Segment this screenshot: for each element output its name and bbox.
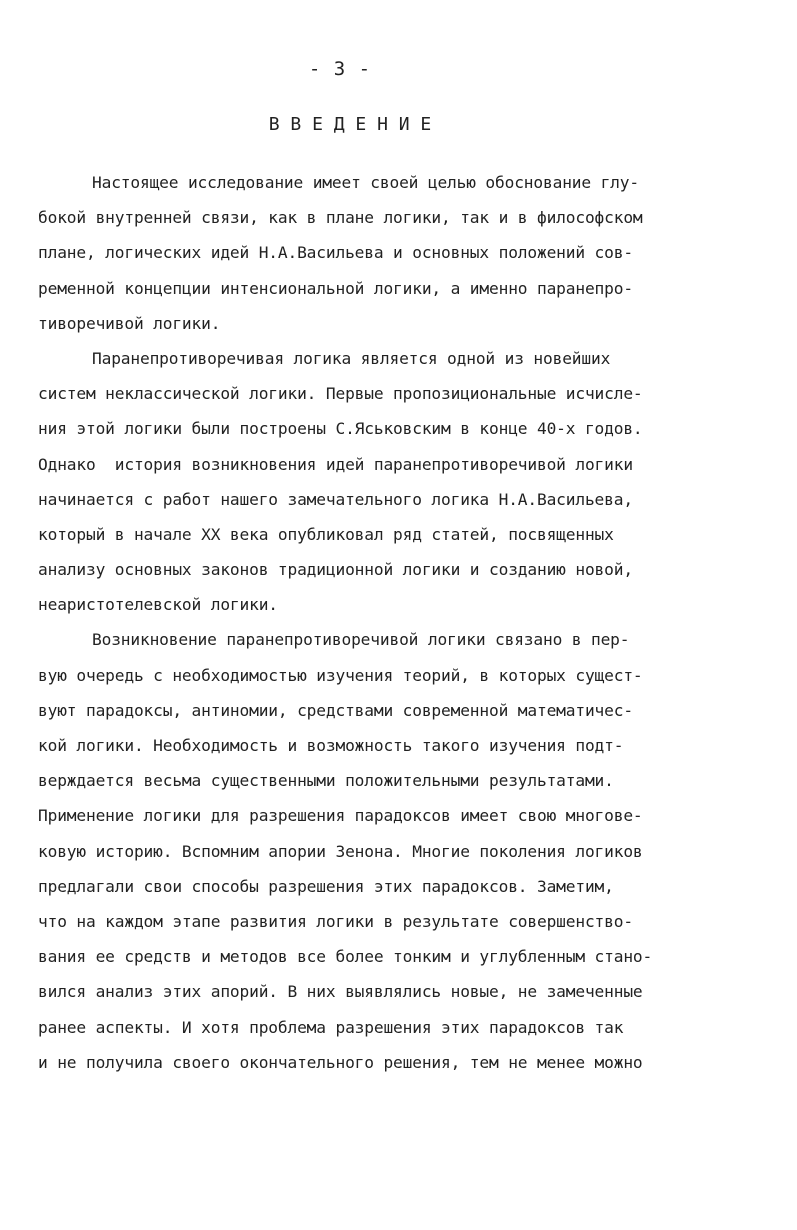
body-text [38, 165, 738, 1080]
text-line: тиворечивой логики. [38, 313, 221, 333]
section-heading: В В Е Д Е Н И Е [268, 114, 432, 135]
text-line: бокой внутренней связи, как в плане логики, так и в философском [38, 208, 643, 228]
text-line: плане, логических идей Н.А.Васильева и основных положений сов- [38, 243, 633, 263]
text-line: систем неклассической логики. Первые пропозициональные исчисле- [38, 384, 643, 404]
text-line: ния этой логики были построены С.Яськовским в конце 40-х годов. [38, 419, 643, 439]
text-line: Применение логики для разрешения парадоксов имеет свою многове- [38, 806, 643, 826]
paragraph-2 [38, 341, 738, 623]
text-line: и не получила своего окончательного решения, тем не менее можно [38, 1052, 643, 1072]
text-line: неаристотелевской логики. [38, 595, 278, 615]
text-line: анализу основных законов традиционной логики и созданию новой, [38, 560, 633, 580]
text-line: вую очередь с необходимостью изучения теорий, в которых сущест- [38, 665, 643, 685]
text-line: начинается с работ нашего замечательного логика Н.А.Васильева, [38, 489, 633, 509]
text-line: верждается весьма существенными положительными результатами. [38, 771, 614, 791]
text-line: кой логики. Необходимость и возможность такого изучения подт- [38, 736, 624, 755]
text-line: который в начале XX века опубликовал ряд статей, посвященных [38, 524, 614, 544]
text-line: Настоящее исследование имеет своей целью обоснование глу- [92, 173, 639, 192]
text-line: Паранепротиворечивая логика является одной из новейших [92, 348, 611, 368]
text-line: ковую историю. Вспомним апории Зенона. Многие поколения логиков [38, 841, 643, 861]
text-line: предлагали свои способы разрешения этих парадоксов. Заметим, [38, 876, 614, 896]
page-number: - 3 - [308, 58, 372, 80]
text-line: Однако история возникновения идей паранепротиворечивой логики [38, 454, 633, 474]
text-line: ранее аспекты. И хотя проблема разрешения этих парадоксов так [38, 1017, 624, 1037]
text-line: вился анализ этих апорий. В них выявлялись новые, не замеченные [38, 982, 643, 1002]
paragraph-3 [38, 622, 738, 1079]
text-line: что на каждом этапе развития логики в результате совершенство- [38, 911, 633, 931]
paragraph-1 [38, 165, 738, 341]
text-line: Возникновение паранепротиворечивой логики связано в пер- [92, 630, 630, 650]
text-line: ременной концепции интенсиональной логики, а именно паранепро- [38, 278, 633, 298]
text-line: вуют парадоксы, антиномии, средствами современной математичес- [38, 700, 633, 720]
text-line: вания ее средств и методов все более тонким и углубленным стано- [38, 947, 653, 967]
